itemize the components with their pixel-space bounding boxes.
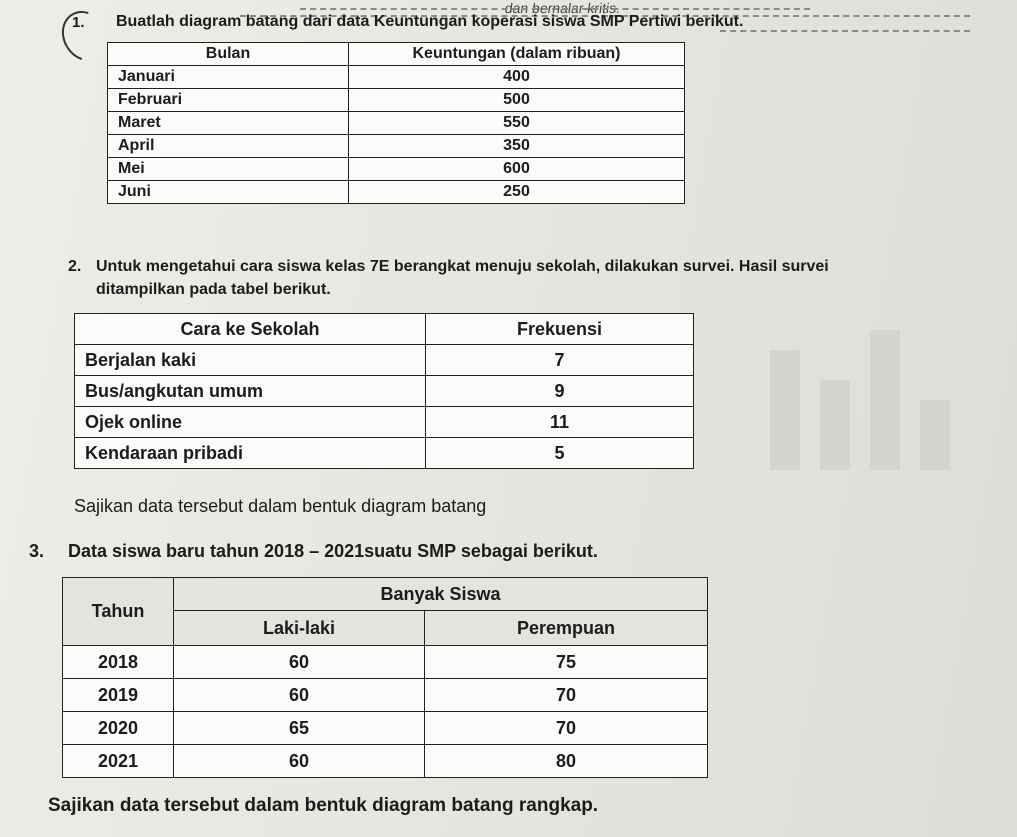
year-cell: 2021 — [63, 745, 174, 778]
question-2-text-line2: ditampilkan pada tabel berikut. — [96, 281, 331, 298]
male-cell: 65 — [174, 712, 425, 745]
table-row — [108, 135, 685, 158]
month-cell: Februari — [108, 89, 349, 112]
table-row — [108, 112, 685, 135]
month-cell: Januari — [108, 66, 349, 89]
table-row — [63, 646, 708, 679]
female-cell: 75 — [425, 646, 708, 679]
profit-cell: 600 — [349, 158, 685, 181]
table-header-row — [75, 314, 694, 345]
column-header: Cara ke Sekolah — [75, 314, 426, 345]
table-header-row — [63, 578, 708, 611]
profit-cell: 350 — [349, 135, 685, 158]
table-row — [63, 745, 708, 778]
column-header: Frekuensi — [426, 314, 694, 345]
table-row — [75, 407, 694, 438]
female-cell: 80 — [425, 745, 708, 778]
dashed-rule — [720, 30, 970, 32]
question-3-text: Data siswa baru tahun 2018 – 2021suatu SMP sebagai berikut. — [68, 541, 598, 561]
year-cell: 2020 — [63, 712, 174, 745]
year-cell: 2018 — [63, 646, 174, 679]
year-cell: 2019 — [63, 679, 174, 712]
mode-cell: Bus/angkutan umum — [75, 376, 426, 407]
table-row — [108, 89, 685, 112]
frequency-cell: 5 — [426, 438, 694, 469]
male-cell: 60 — [174, 679, 425, 712]
question-2-number: 2. — [68, 258, 82, 275]
transport-table — [74, 313, 694, 469]
new-students-table — [62, 577, 708, 778]
profit-cell: 400 — [349, 66, 685, 89]
question-3-number: 3. — [29, 541, 45, 561]
column-header: Keuntungan (dalam ribuan) — [349, 43, 685, 66]
table-row — [75, 376, 694, 407]
mode-cell: Ojek online — [75, 407, 426, 438]
question-2-text-line1: Untuk mengetahui cara siswa kelas 7E berangkat menuju sekolah, dilakukan survei. Hasil survei — [96, 258, 829, 275]
table-row — [63, 679, 708, 712]
table-row — [63, 712, 708, 745]
profit-cell: 500 — [349, 89, 685, 112]
profit-table — [107, 42, 685, 204]
table-row — [75, 438, 694, 469]
month-cell: April — [108, 135, 349, 158]
table-header-row — [108, 43, 685, 66]
table-row — [108, 66, 685, 89]
month-cell: Juni — [108, 181, 349, 204]
question-1-number: 1. — [72, 14, 85, 31]
female-cell: 70 — [425, 712, 708, 745]
table-row — [108, 181, 685, 204]
mode-cell: Berjalan kaki — [75, 345, 426, 376]
faint-background-chart — [760, 320, 990, 470]
column-header-group: Banyak Siswa — [174, 578, 708, 611]
male-cell: 60 — [174, 745, 425, 778]
male-cell: 60 — [174, 646, 425, 679]
column-header-year: Tahun — [63, 578, 174, 646]
header-text: dan bernalar kritis. — [503, 0, 622, 16]
question-3-instruction: Sajikan data tersebut dalam bentuk diagram batang rangkap. — [48, 795, 599, 816]
month-cell: Mei — [108, 158, 349, 181]
dashed-rule — [300, 8, 810, 10]
female-cell: 70 — [425, 679, 708, 712]
frequency-cell: 7 — [426, 345, 694, 376]
month-cell: Maret — [108, 112, 349, 135]
profit-cell: 250 — [349, 181, 685, 204]
question-2-instruction: Sajikan data tersebut dalam bentuk diagram batang — [74, 496, 487, 516]
column-header-female: Perempuan — [425, 611, 708, 646]
question-1-text: Buatlah diagram batang dari data Keuntungan koperasi siswa SMP Pertiwi berikut. — [116, 13, 744, 30]
table-row — [75, 345, 694, 376]
frequency-cell: 11 — [426, 407, 694, 438]
column-header-male: Laki-laki — [174, 611, 425, 646]
table-row — [108, 158, 685, 181]
mode-cell: Kendaraan pribadi — [75, 438, 426, 469]
profit-cell: 550 — [349, 112, 685, 135]
frequency-cell: 9 — [426, 376, 694, 407]
column-header: Bulan — [108, 43, 349, 66]
